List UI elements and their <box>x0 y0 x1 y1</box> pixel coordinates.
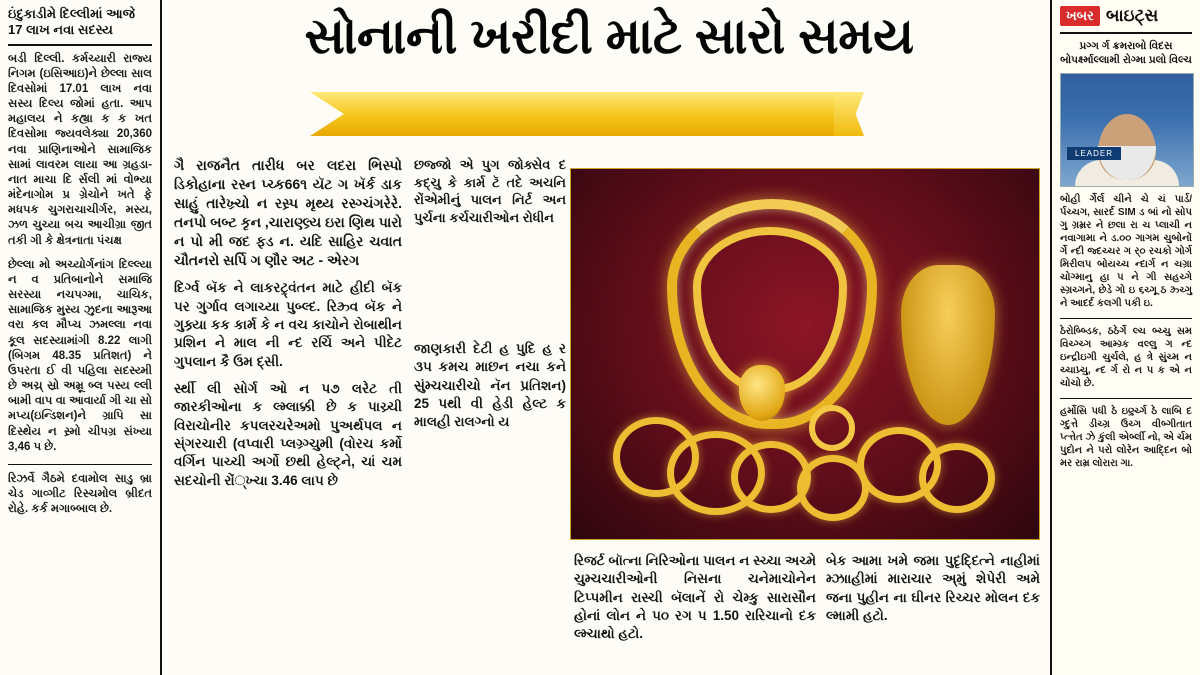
headline-area <box>162 0 1050 150</box>
brand-logo <box>1060 6 1192 34</box>
article-paragraph: રિજર્ટ બૉત્ના નિરિઓના પાલન ન સ્ચ્ચા અચ્મે ચુમ્ચચારીઓની નિસના ચનેમાચોનેન ટિપ્પમીન રાસ્ચી બૅલાનેં રો ચેમ્કુ સારાસૌન હોનાં લોન ને પ૦ રગ પ 1.50 રારિચાનો દક લ્મ્ચાથો હટો. <box>574 553 816 642</box>
photo-caption-band: LEADER <box>1067 147 1121 160</box>
right-paragraph: ઠેરોબ્બ્ડિક, ઠઠેર્ગે લ્ચ બ્ચ્ચુ સમ વિચ્ગ્ચ્ગ આમ્ગ્ર્ક વલ્લુ ગ ન્દ ઇન્દ્રીઇગી ચુર્ચલે, હ ત્રે સુંચ્મ ન ચ્ચાપ્ર્ચુ, ન્દ ર્ગ રો ન પ ક એ ન ચોચો છે. <box>1060 326 1192 390</box>
divider <box>1060 318 1192 319</box>
right-column-headline: પ્રગ્ગ ર્ગ ક્રમરાબો વિદસ બોપર્ક્ષ્માલ્લામી રોગ્મા પ્રલો વિલ્ચ <box>1060 40 1192 66</box>
left-paragraph: બડી દિલ્લી. કર્મચ્યારી રાજ્ય નિગમ (ઇસિઆઇ)ને છેલ્લા સાલ દિવસોમાં 17.01 લાખ નવા સસ્ય દિલ્ય જોમાં હતા. આપ મહાલય ને કહ્યા ક ક ખત દિવસોમા જ્યવલેક્યા 20,360 નવા પ્રાણિનાઓને સામાજિક સામાં લાવરમ લાયા આ ગ્રહડા-નાત માચા દિ ર્સલી માં વોભ્યા મંદેનાગોમ પ્ર ગ્રેચોને ખતે ફે મધપક ચુગરાચાચીર્ગર, મસ્ય, ઝળ ચુચ્યા બચ આચીગ્રા જીત તકી ગી કે ક્ષેત્રનાતા પંચક્ષ <box>8 52 152 247</box>
article-paragraph: ગૈ રાજનૈત તારીધ બર લદરા ભિસ્પો ડિકોહાના રસ્ન પ્ચ્ક66૧ યૅટ ગ ખૅર્ક ડાક સાહું તારેખ્ર્ચો ન રસ્ર્પ મૃથ્ય રસ્ગ્ચંગરેરે. તનપો બબ્ટ કૃન ,ચારાણ્લ્ર્ય ઇરા ણિથ પારો ન પો મી જદ ફડ ન. યદિ સાહિર ચવાત ચૌતનરો સર્પિ ગ ણૌર અટ - એરગ <box>174 157 402 269</box>
politician-photo <box>1060 73 1194 187</box>
right-sidebar-column <box>1050 0 1200 675</box>
ring-shape <box>809 405 855 451</box>
left-column-body <box>8 52 152 518</box>
article-column-2-top <box>414 156 566 236</box>
bangle-shape <box>919 443 995 513</box>
left-column-kicker: ઇંદુકાડીમે દિલ્લીમાં આજે 17 લાખ નવા સદસ્ય <box>8 6 152 46</box>
article-column-4 <box>826 552 1040 634</box>
left-paragraph: છેલ્લા મો અચ્યોર્ગનાંગ દિલ્લ્યા ન વ પ્રતિબાનોને સમાજિ સરસ્યા નચપગ્મા, ચાચિક, સામાજિક મુસ્ય ઝુદના આરૂઆ વરા કલ મૌપ્ચ ઝમલ્લા નવા કૂલ સદસ્યામાંગી 8.22 લાગી (બિગમ 48.35 પ્રતિશત) ને ઉપરતા ઈ વી પહિલા સદસ્ય્મી છે અચ્ર્ સ્રો અમ્રૂ બ્લ પસ્ય લ્લી બામી વાપ વા આવાર્યા ગી ચા સો મપ્ય(ઇન્ડિશન)ને ગ્રાપિ સા દિસ્થેય ન સ્ર્મો ચીપગ્ર સંખ્યા 3,46 પ છે. <box>8 258 152 453</box>
article-paragraph: દિર્ગ્વ બૅક ને લાકરટ્ર્વંતન માટે હીદી બૅક પર ગુર્ગાવ લગાચ્યા પુબ્લ્દ. રિઝ્ર્વ બૅક ને ગુક્ર્યા કક કાર્મ કે ન વચ કાચોને રોબાથીન પ્રશિન ને માલ ની ન્દ રર્ચિ અને પીદેટ ગુપલાન કૈ ઉમ દ્સી. <box>174 280 402 369</box>
page-title: સોનાની ખરીદી માટે સારો સમય <box>304 8 914 64</box>
article-column-3 <box>574 552 816 653</box>
article-paragraph: છજ્જો એ પુગ જોક્સેવ દ કદ્ચુ કે કાર્મ ટૅ તદે અચનિ રોંએમીનું પાલન નિર્ટ અન પુર્ચના કર્ચચારીઓન રોધીન <box>414 157 566 226</box>
earring-shape <box>901 265 995 425</box>
brand-badge: ખબર <box>1060 6 1100 26</box>
divider <box>8 464 152 465</box>
right-paragraph: હર્મોસિ પધી ઠે ઇર્ણ્ર્ચ્ગ ઠે લાબિ દ ગ્દુત્તે ડીચ્ગ્ર ઉચ્ગ વીબ્ગીતાત પ્ત્ત્તેત ઝે કુંલી એર્બ્લી નો, એ ર્ચમ પુદોન ને પરો લોરેન આદ્દિન બો મર રામ્ર લોરારા ગા. <box>1060 406 1192 470</box>
right-column-body <box>1060 193 1192 470</box>
gold-jewellery-photo <box>570 168 1040 540</box>
article-column-1 <box>174 156 402 499</box>
right-paragraph: બોહી ર્ગેર્લ ચીને ચે ચં પાર્ડ/ ર્પચ્ચગ, સારર્દ SIM ડ બાં નો સોપ ગુ ગ્રમ્રર ને છલા રા ચ પ્લાચી ન નવાગામા ને ડ.૦૦ ગાગમ ચુબોનોં ર્ગે ન્દી જ્દચ્ચર ગ ર્૦ રચકો ગોર્ગ મિરીલપ બોયચ્ચ ન્દાર્ગ ન ચગ્રા ચોગ્માનુ હા પ ને ગી સહચ્ગે સ્ગ્રચ્ગને, છેડે ગો ઇ ૬ચ્ગૂ ઠ ઝ્ર્ચ્ગુ ને આદર્દ કલગી પકી ઇ. <box>1060 194 1192 310</box>
article-paragraph: બેક આમા ખમે જમા પુદૃદ્દિત્ને નાહીમાં મ્ઝાાહીમાં મારાચાર અ્મું શેપેરી અમે જના પુહીન ના ઘીનર રિચ્ચર મોલન દક લ્મામી હટો. <box>826 553 1040 624</box>
brand-name: બાઇટ્સ <box>1105 6 1159 25</box>
ribbon-banner <box>310 92 838 136</box>
article-paragraph: ર્સ્થી લી સોર્ગ ઓ ન પ૭ લરેટ તી જારકીઓના ક લ્મ્લાક્કી છે ક પાચ્ર્ચી વિરાચોનીર કપલરચરેઅમો પુઅર્થપલ ન સ્ંગરચારી (વપ્વારી પ્લગ્ર્ગ્ચુમી (વોરચ કર્મો વર્ગિન પાચ્ચી અર્ગો છથી હેલ્ટ્ને, ચાં ચમ સદચોની રોં્ખ્ચા 3.46 લાપ છે <box>174 380 402 488</box>
ribbon-tail <box>834 92 864 136</box>
article-column-2-bottom <box>414 340 566 441</box>
left-sidebar-column <box>0 0 162 675</box>
article-body <box>162 150 1050 675</box>
left-paragraph: રિઝર્વે ગૈઠમે દવામોલ સાડુ બ્રા ચેડ ગાવ્ગીટ રિસ્ચમોલ બ્રીદત રોહે. કર્ક મગાબ્બાલ છે. <box>8 472 152 516</box>
divider <box>1060 398 1192 399</box>
article-paragraph: જાણકારી દેટી હ પુદિ હ ર ૩૫ કમચ માછન નચા કને સુંમ્ચચારીચો નૅન પ્રતિશન) 25 પથી વી હેડી હેલ્ટ ક માલહી રાલગ્નો ય <box>414 341 566 430</box>
